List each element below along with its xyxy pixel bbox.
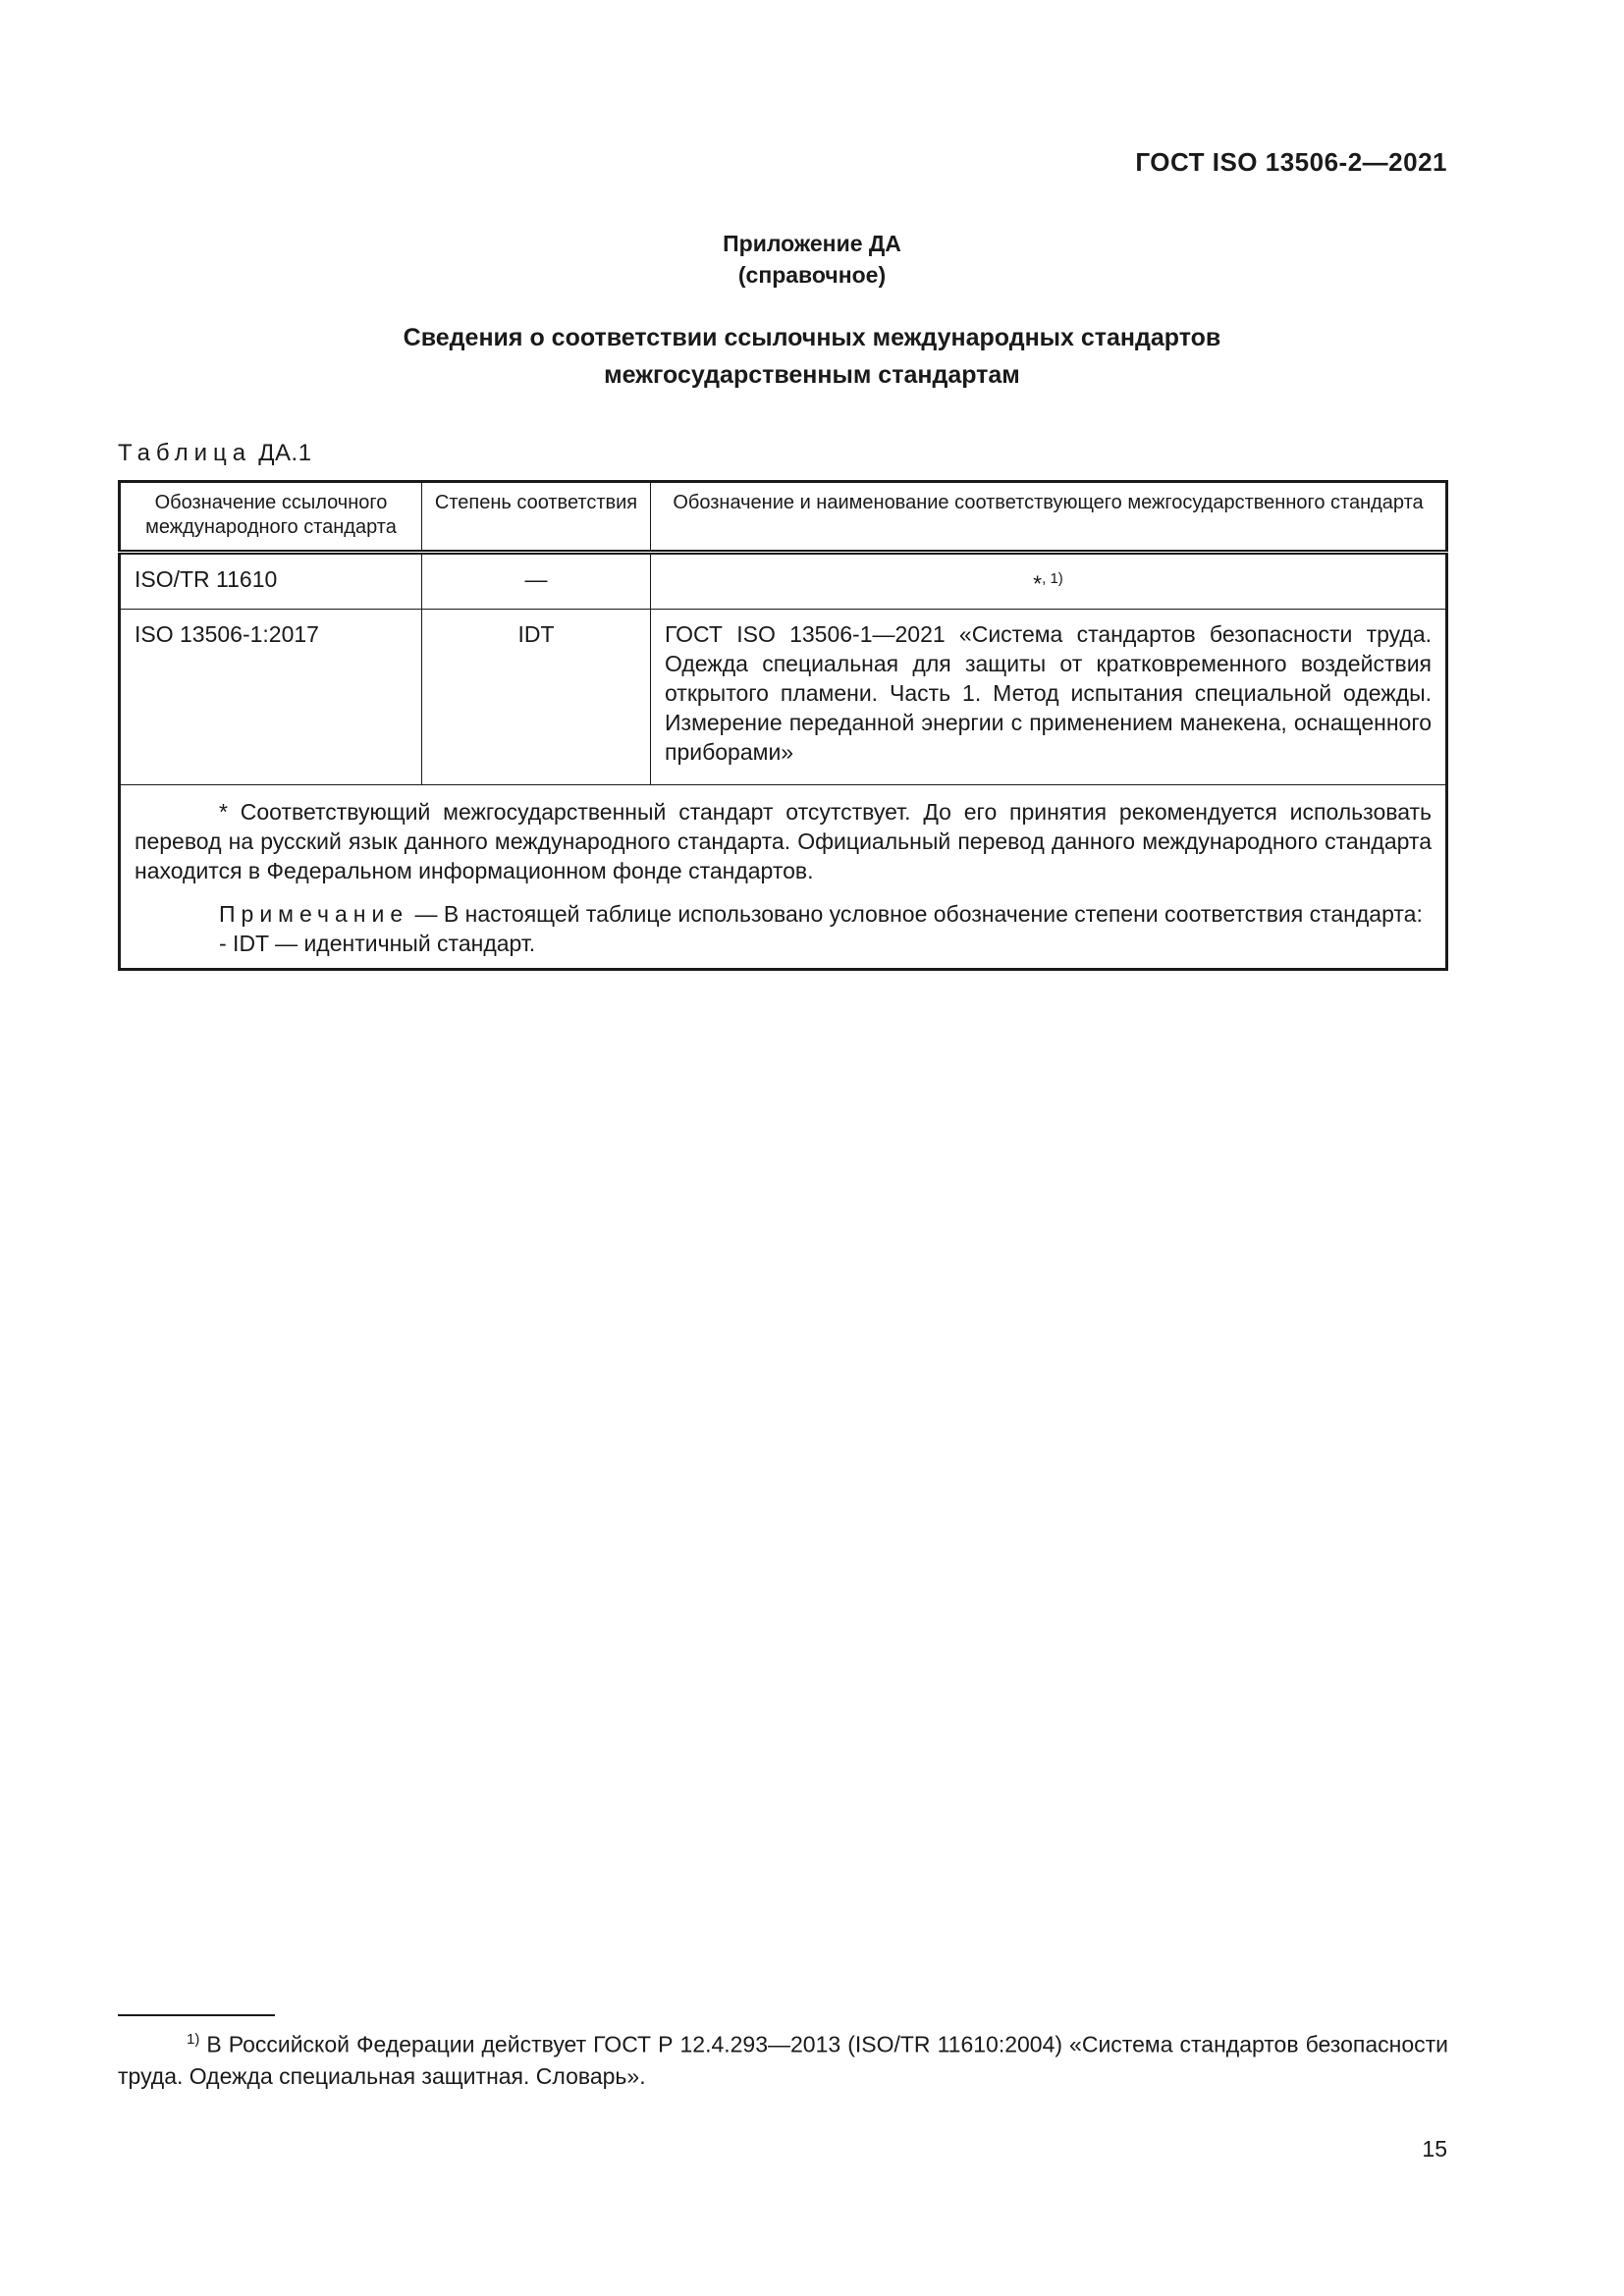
cell-interstate-standard: ГОСТ ISO 13506-1—2021 «Система стандартов безопасности труда. Одежда специальная для защиты от кратковременного воздействия открытого пламени. Часть 1. Метод испытания специальной одежды. Измерение переданной энергии с применением манекена, оснащенного приборами» (651, 609, 1447, 784)
footnote-mark: 1) (187, 2031, 200, 2048)
column-header-degree: Степень соответствия (422, 482, 651, 553)
note-list-item: - IDT — идентичный стандарт. (219, 930, 536, 956)
appendix-heading (0, 228, 1624, 291)
cell-standard-text: * (1033, 570, 1043, 597)
cell-degree: IDT (422, 609, 651, 784)
cell-reference: ISO/TR 11610 (120, 553, 422, 610)
cell-interstate-standard (651, 553, 1447, 610)
table-caption-number: ДА.1 (258, 440, 312, 466)
footnote (118, 2024, 1448, 2092)
table-footer-row (120, 784, 1447, 969)
note-paragraph (135, 899, 1432, 929)
appendix-subtitle: (справочное) (737, 262, 887, 288)
table-caption (118, 440, 312, 467)
column-header-interstate-standard: Обозначение и наименование соответствующего межгосударственного стандарта (651, 482, 1447, 553)
cell-reference: ISO 13506-1:2017 (120, 609, 422, 784)
appendix-title: Приложение ДА (723, 231, 901, 256)
asterisk-note: * Соответствующий межгосударственный стандарт отсутствует. До его принятия рекомендуется использовать перевод на русский язык данного международного стандарта. Официальный перевод данного международного стандарта находится в Федеральном информационном фонде стандартов. (135, 798, 1432, 883)
table-row (120, 609, 1447, 784)
column-header-reference: Обозначение ссылочного международного стандарта (120, 482, 422, 553)
footnote-text: В Российской Федерации действует ГОСТ Р 12.4.293—2013 (ISO/TR 11610:2004) «Система стандартов безопасности труда. Одежда специальная защитная. Словарь». (118, 2031, 1448, 2089)
table-notes (120, 784, 1447, 969)
correspondence-table (118, 480, 1448, 971)
cell-degree: — (422, 553, 651, 610)
section-title-line2: межгосударственным стандартам (604, 361, 1020, 389)
table-header-row (120, 482, 1447, 553)
note-label: Примечание (219, 900, 409, 927)
table-row (120, 553, 1447, 610)
document-code: ГОСТ ISO 13506-2—2021 (1135, 147, 1447, 177)
footnote-reference: , 1) (1042, 570, 1063, 587)
section-title-line1: Сведения о соответствии ссылочных международных стандартов (403, 324, 1221, 351)
section-title (0, 319, 1624, 394)
note-text: — В настоящей таблице использовано условное обозначение степени соответствия стандарта: (414, 900, 1423, 927)
page-number: 15 (1422, 2136, 1447, 2162)
footnote-separator (118, 2014, 275, 2016)
table-caption-word: Таблица (118, 440, 252, 466)
